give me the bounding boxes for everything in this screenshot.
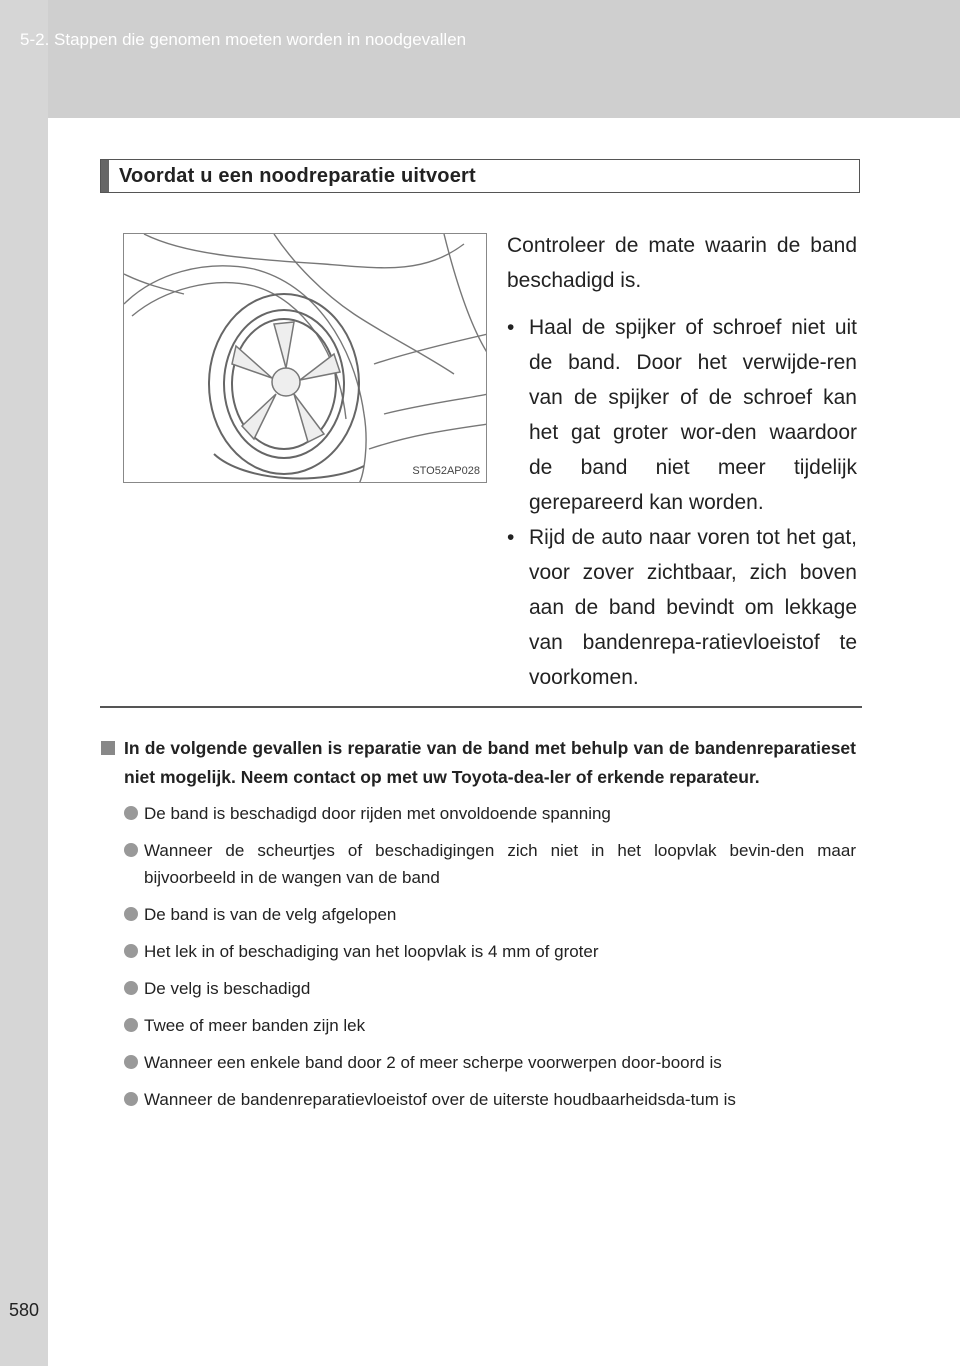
circle-bullet-icon bbox=[124, 907, 138, 921]
square-bullet-icon bbox=[101, 741, 115, 755]
list-item: De band is van de velg afgelopen bbox=[124, 901, 856, 928]
note-block bbox=[100, 734, 856, 1123]
illustration-code: STO52AP028 bbox=[412, 465, 480, 477]
page-number: 580 bbox=[8, 1300, 40, 1320]
list-item: Wanneer de bandenreparatievloeistof over de uiterste houdbaarheidsda-tum is bbox=[124, 1086, 856, 1113]
circle-bullet-icon bbox=[124, 843, 138, 857]
note-heading-text: In de volgende gevallen is reparatie van de band met behulp van de bandenreparatieset niet mogelijk. Neem contact op met uw Toyota-dea-ler of erkende reparateur. bbox=[124, 738, 856, 787]
running-header: 5-2. Stappen die genomen moeten worden in noodgevallen bbox=[20, 30, 467, 49]
list-item: Wanneer de scheurtjes of beschadigingen zich niet in het loopvlak bevin-den maar bijvoorbeeld in de wangen van de band bbox=[124, 837, 856, 891]
circle-bullet-icon bbox=[124, 981, 138, 995]
circle-bullet-icon bbox=[124, 1055, 138, 1069]
bullet-dot: • bbox=[507, 316, 515, 339]
left-margin-strip bbox=[0, 0, 48, 1366]
section-title-bar bbox=[100, 159, 860, 193]
instruction-bullet-2 bbox=[507, 520, 857, 695]
circle-bullet-icon bbox=[124, 944, 138, 958]
intro-text: Controleer de mate waarin de band beschadigd is. bbox=[507, 234, 857, 292]
note-heading bbox=[100, 734, 856, 792]
bullet-text: Haal de spijker of schroef niet uit de band. Door het verwijde-ren van de spijker of de schroef kan het gat groter wor-den waardoor de band niet meer tijdelijk gerepareerd kan worden. bbox=[529, 316, 857, 514]
list-item: Wanneer een enkele band door 2 of meer scherpe voorwerpen door-boord is bbox=[124, 1049, 856, 1076]
header-band bbox=[0, 0, 960, 118]
circle-bullet-icon bbox=[124, 1018, 138, 1032]
section-title: Voordat u een noodreparatie uitvoert bbox=[119, 165, 476, 187]
list-item: De velg is beschadigd bbox=[124, 975, 856, 1002]
note-items bbox=[100, 800, 856, 1113]
section-divider bbox=[100, 706, 862, 708]
instruction-column bbox=[507, 228, 857, 695]
list-item: Het lek in of beschadiging van het loopvlak is 4 mm of groter bbox=[124, 938, 856, 965]
list-item: Twee of meer banden zijn lek bbox=[124, 1012, 856, 1039]
instruction-bullet-1 bbox=[507, 310, 857, 520]
flat-tire-illustration bbox=[123, 233, 487, 483]
car-rear-wheel-drawing bbox=[124, 234, 487, 483]
bullet-text: Rijd de auto naar voren tot het gat, voor zover zichtbaar, zich boven aan de band bevindt om lekkage van bandenrepa-ratievloeistof te voorkomen. bbox=[529, 526, 857, 689]
circle-bullet-icon bbox=[124, 1092, 138, 1106]
circle-bullet-icon bbox=[124, 806, 138, 820]
section-title-tab bbox=[101, 160, 109, 192]
bullet-dot: • bbox=[507, 526, 515, 549]
list-item: De band is beschadigd door rijden met onvoldoende spanning bbox=[124, 800, 856, 827]
